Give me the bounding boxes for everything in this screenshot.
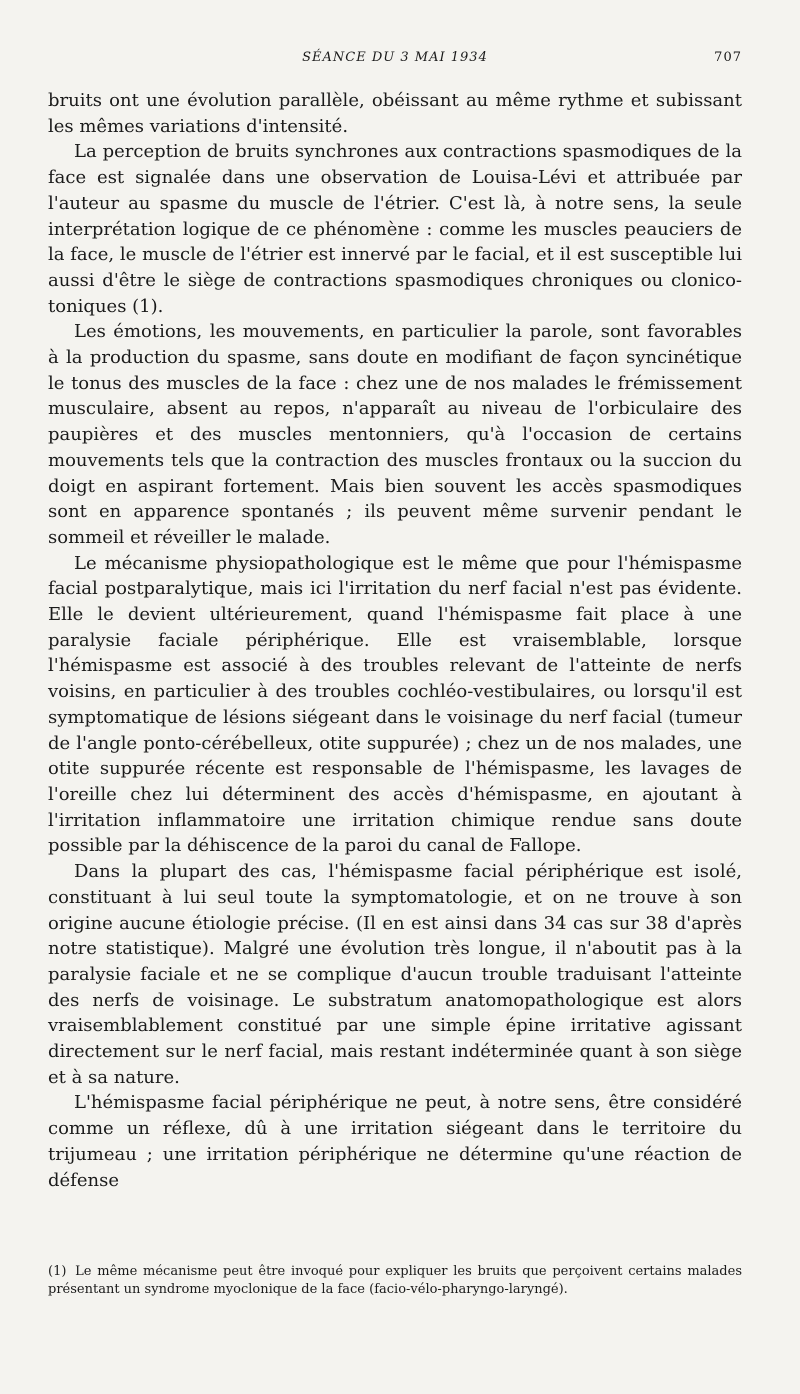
footnote [48, 1263, 742, 1299]
paragraph: Le mécanisme physiopathologique est le même que pour l'hémispasme facial postparalytique, mais ici l'irritation du nerf facial n'est pas évidente. Elle le devient ultérieurement, quand l'hémispasme fait place à une paralysie faciale périphérique. Elle est vraisemblable, lorsque l'hémispasme est associé à des troubles relevant de l'atteinte de nerfs voisins, en particulier à des troubles cochléo-vestibulaires, ou lorsqu'il est symptomatique de lésions siégeant dans le voisinage du nerf facial (tumeur de l'angle ponto-cérébelleux, otite suppurée) ; chez un de nos malades, une otite suppurée récente est responsable de l'hémispasme, les lavages de l'oreille chez lui déterminent des accès d'hémispasme, en ajoutant à l'irritation inflammatoire une irritation chimique rendue sans doute possible par la déhiscence de la paroi du canal de Fallope. [48, 552, 742, 857]
running-title: SÉANCE DU 3 MAI 1934 [302, 50, 488, 65]
body-text [48, 88, 742, 1193]
page-number: 707 [714, 50, 742, 65]
footnote-marker: (1) [48, 1264, 67, 1279]
paragraph: Les émotions, les mouvements, en particulier la parole, sont favorables à la production du spasme, sans doute en modifiant de façon syncinétique le tonus des muscles de la face : chez une de nos malades le frémissement musculaire, absent au repos, n'apparaît au niveau de l'orbiculaire des paupières et des muscles mentonniers, qu'à l'occasion de certains mouvements tels que la contraction des muscles frontaux ou la succion du doigt en aspirant fortement. Mais bien souvent les accès spasmodiques sont en apparence spontanés ; ils peuvent même survenir pendant le sommeil et réveiller le malade. [48, 321, 742, 548]
paragraph: La perception de bruits synchrones aux contractions spasmodiques de la face est signalée dans une observation de Louisa-Lévi et attribuée par l'auteur au spasme du muscle de l'étrier. C'est là, à notre sens, la seule interprétation logique de ce phénomène : comme les muscles peauciers de la face, le muscle de l'étrier est innervé par le facial, et il est susceptible lui aussi d'être le siège de contractions spasmodiques chroniques ou clonico-toniques (1). [48, 141, 742, 317]
footnote-text: Le même mécanisme peut être invoqué pour expliquer les bruits que perçoivent certains malades présentant un syndrome myoclonique de la face (facio-vélo-pharyngo-laryngé). [48, 1264, 742, 1297]
paragraph: bruits ont une évolution parallèle, obéissant au même rythme et subissant les mêmes variations d'intensité. [48, 90, 742, 137]
paragraph: Dans la plupart des cas, l'hémispasme facial périphérique est isolé, constituant à lui seul toute la symptomatologie, et on ne trouve à son origine aucune étiologie précise. (Il en est ainsi dans 34 cas sur 38 d'après notre statistique). Malgré une évolution très longue, il n'aboutit pas à la paralysie faciale et ne se complique d'aucun trouble traduisant l'atteinte des nerfs de voisinage. Le substratum anatomopathologique est alors vraisemblablement constitué par une simple épine irritative agissant directement sur le nerf facial, mais restant indéterminée quant à son siège et à sa nature. [48, 861, 742, 1088]
paragraph: L'hémispasme facial périphérique ne peut, à notre sens, être considéré comme un réflexe, dû à une irritation siégeant dans le territoire du trijumeau ; une irritation périphérique ne détermine qu'une réaction de défense [48, 1092, 742, 1191]
running-head [48, 50, 742, 72]
